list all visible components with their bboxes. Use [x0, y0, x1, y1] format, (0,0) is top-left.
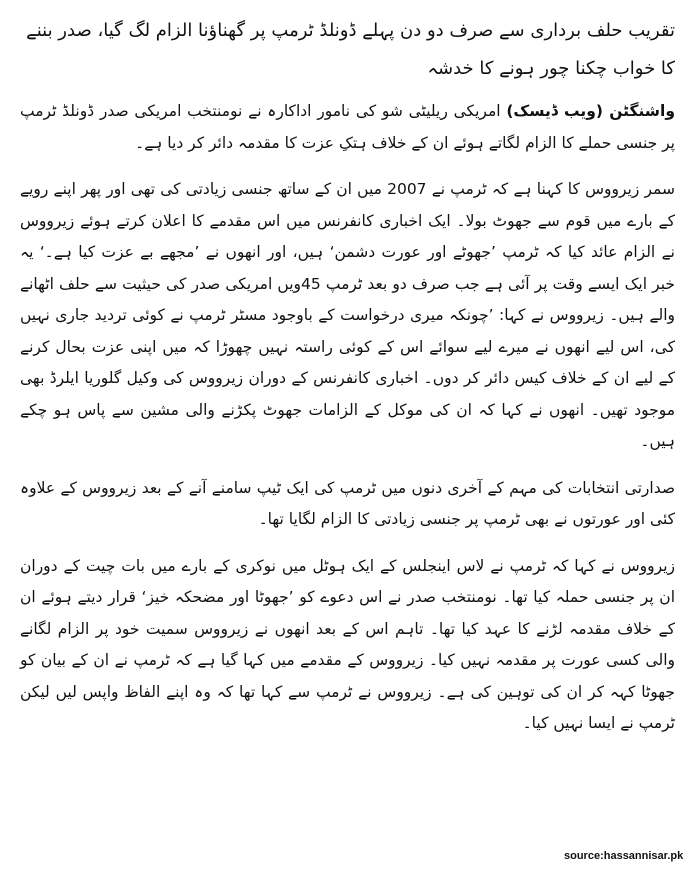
- article-headline: تقریب حلف برداری سے صرف دو دن پہلے ڈونلڈ ٹرمپ پر گھناؤنا الزام لگ گیا، صدر بننے کا خواب چکنا چور ہونے کا خدشہ: [26, 20, 675, 79]
- article-lead-paragraph: [20, 96, 675, 159]
- article-paragraph-3: زیرووس نے کہا کہ ٹرمپ نے لاس اینجلس کے ایک ہوٹل میں نوکری کے بارے میں بات چیت کے دوران ان پر جنسی حملہ کیا تھا۔ نومنتخب صدر نے اس دعوے کو ’جھوٹا اور مضحکہ خیز‘ قرار دیتے ہوئے ان کے خلاف مقدمہ لڑنے کا عہد کیا تھا۔ تاہم اس کے بعد انھوں نے زیرووس سمیت خود پر الزام لگانے والی کسی عورت پر مقدمہ نہیں کیا۔ زیرووس کے مقدمے میں کہا گیا ہے کہ ٹرمپ نے ان کے بیان کو جھوٹا کہہ کر ان کی توہین کی ہے۔ زیرووس نے ٹرمپ سے کہا تھا کہ وہ اپنے الفاظ واپس لیں لیکن ٹرمپ نے ایسا نہیں کیا۔: [20, 556, 675, 732]
- article-paragraph-1: سمر زیرووس کا کہنا ہے کہ ٹرمپ نے 2007 میں ان کے ساتھ جنسی زیادتی کی تھی اور پھر اپنے رویے کے بارے میں قوم سے جھوٹ بولا۔ ایک اخباری کانفرنس میں اس مقدمے کا اعلان کرتے ہوئے زیرووس نے الزام عائد کیا کہ ٹرمپ ’جھوٹے اور عورت دشمن‘ ہیں، اور انھوں نے ’مجھے بے عزت کیا ہے۔‘ یہ خبر ایک ایسے وقت پر آئی ہے جب صرف دو بعد ٹرمپ 45ویں امریکی صدر کی حیثیت سے حلف اٹھانے والے ہیں۔ زیرووس نے کہا: ’چونکہ میری درخواست کے باوجود مسٹر ٹرمپ نے کوئی تردید جاری نہیں کی، اس لیے انھوں نے میرے لیے سوائے اس کے کوئی راستہ نہیں چھوڑا کہ میں اپنی عزت بحال کرنے کے لیے ان کے خلاف کیس دائر کر دوں۔ اخباری کانفرنس کے دوران زیرووس کی وکیل گلوریا ایلرڈ بھی موجود تھیں۔ انھوں نے کہا کہ ان کی موکل کے الزامات جھوٹ پکڑنے والی مشین سے پاس ہو چکے ہیں۔: [20, 180, 675, 450]
- article-paragraph-2: صدارتی انتخابات کی مہم کے آخری دنوں میں ٹرمپ کی ایک ٹیپ سامنے آنے کے بعد زیرووس کے علاوہ کئی اور عورتوں نے بھی ٹرمپ پر جنسی زیادتی کا الزام لگایا تھا۔: [20, 478, 675, 528]
- source-credit: source:hassannisar.pk: [564, 850, 684, 862]
- article-dateline: واشنگٹن (ویب ڈیسک): [506, 102, 675, 120]
- article-lead-text: امریکی ریلیٹی شو کی نامور اداکارہ نے نومنتخب امریکی صدر ڈونلڈ ٹرمپ پر جنسی حملے کا الزام لگاتے ہوئے ان کے خلاف ہتکِ عزت کا مقدمہ دائر کر دیا ہے۔: [20, 102, 675, 152]
